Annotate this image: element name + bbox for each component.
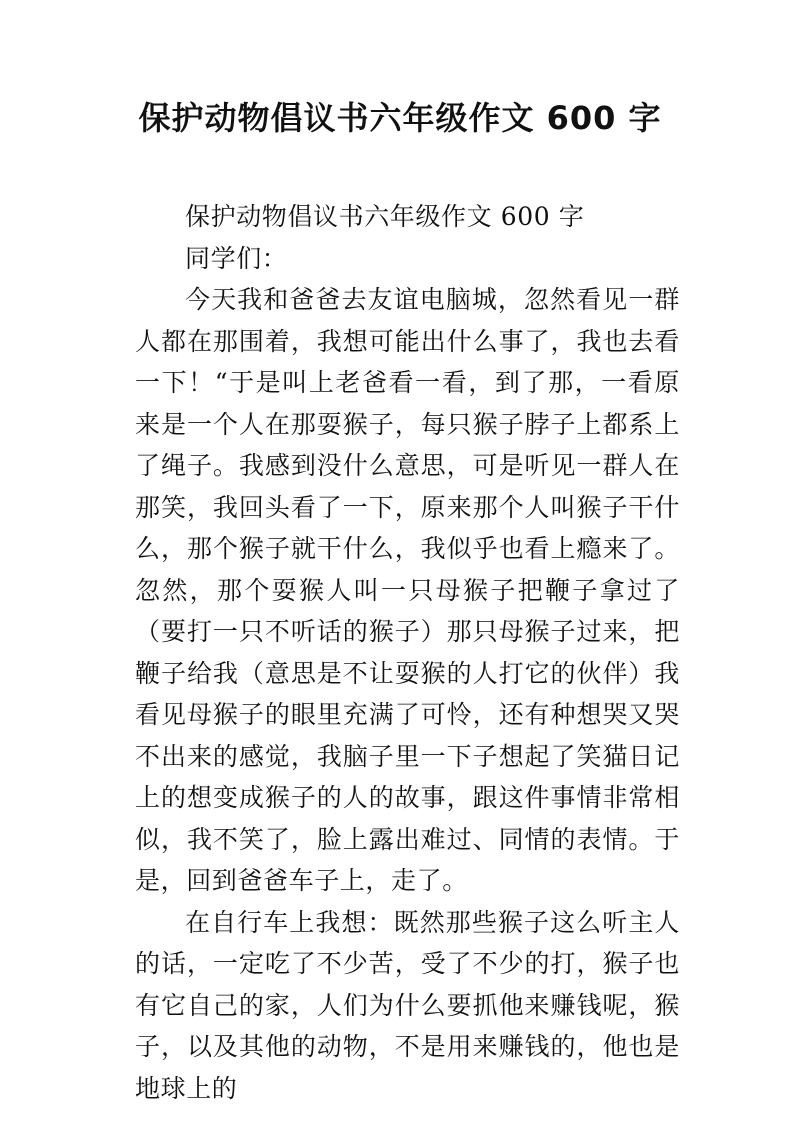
document-body — [135, 196, 680, 1109]
paragraph-salutation: 同学们： — [185, 243, 288, 273]
paragraph-body: 今天我和爸爸去友谊电脑城，忽然看见一群人都在那围着，我想可能出什么事了，我也去看一下！“于是叫上老爸看一看，到了那，一看原来是一个人在那耍猴子，每只猴子脖子上都系上了绳子。我感到没什么意思，可是听见一群人在那笑，我回头看了一下，原来那个人叫猴子干什么，那个猴子就干什么，我似乎也看上瘾来了。忽然，那个耍猴人叫一只母猴子把鞭子拿过了（要打一只不听话的猴子）那只母猴子过来，把鞭子给我（意思是不让耍猴的人打它的伙伴）我看见母猴子的眼里充满了可怜，还有种想哭又哭不出来的感觉，我脑子里一下子想起了笑猫日记上的想变成猴子的人的故事，跟这件事情非常相似，我不笑了，脸上露出难过、同情的表情。于是，回到爸爸车子上，走了。 — [135, 285, 680, 895]
paragraph-subtitle: 保护动物倡议书六年级作文 600 字 — [185, 202, 585, 231]
paragraph-body: 在自行车上我想：既然那些猴子这么听主人的话，一定吃了不少苦，受了不少的打，猴子也有它自己的家，人们为什么要抓他来赚钱呢，猴子，以及其他的动物，不是用来赚钱的，他也是地球上的 — [135, 907, 680, 1103]
document-title: 保护动物倡议书六年级作文 600 字 — [138, 99, 662, 137]
